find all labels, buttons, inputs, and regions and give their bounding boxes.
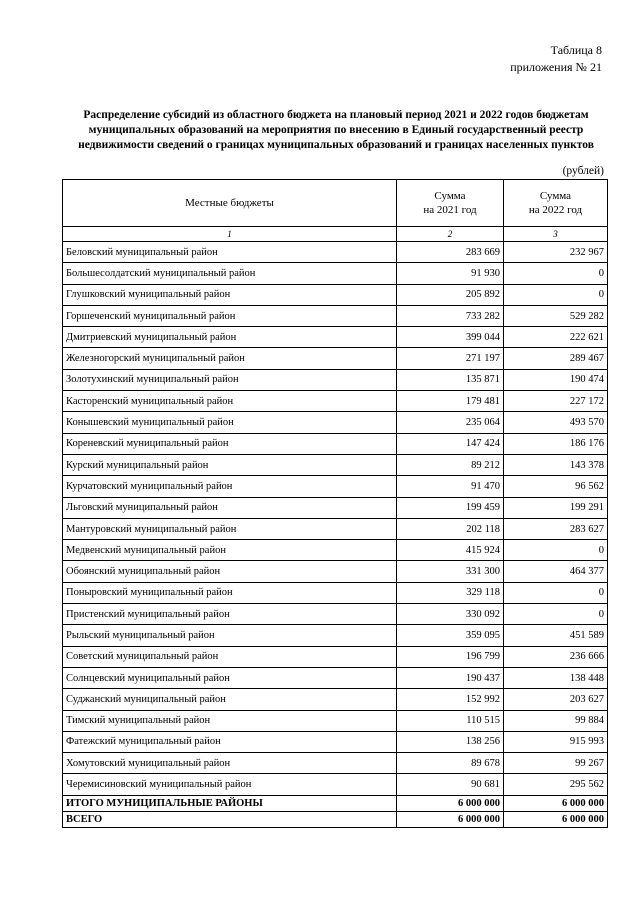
district-name-cell: Конышевский муниципальный район: [63, 412, 397, 433]
district-name-cell: Касторенский муниципальный район: [63, 391, 397, 412]
sum-2022-cell: 96 562: [504, 476, 608, 497]
sum-2022-cell: 232 967: [504, 242, 608, 263]
sum-2022-cell: 186 176: [504, 433, 608, 454]
sum-2021-cell: 399 044: [397, 327, 504, 348]
header-sum-2022: [504, 180, 608, 227]
sum-2021-cell: 138 256: [397, 731, 504, 752]
sum-2021-cell: 6 000 000: [397, 811, 504, 827]
sum-2021-cell: 147 424: [397, 433, 504, 454]
sum-2021-cell: 152 992: [397, 689, 504, 710]
table-row: [63, 454, 608, 475]
table-row: [63, 604, 608, 625]
table-row: [63, 689, 608, 710]
sum-2022-cell: 0: [504, 604, 608, 625]
sum-2021-cell: 205 892: [397, 284, 504, 305]
sum-2021-cell: 89 678: [397, 753, 504, 774]
table-number: Таблица 8: [550, 43, 602, 57]
table-row: [63, 710, 608, 731]
district-name-cell: Дмитриевский муниципальный район: [63, 327, 397, 348]
table-row: [63, 476, 608, 497]
sum-2021-cell: 359 095: [397, 625, 504, 646]
table-row: [63, 497, 608, 518]
column-number: 3: [504, 227, 608, 242]
district-name-cell: Поныровский муниципальный район: [63, 582, 397, 603]
sum-2021-cell: 283 669: [397, 242, 504, 263]
district-name-cell: Хомутовский муниципальный район: [63, 753, 397, 774]
district-name-cell: Большесолдатский муниципальный район: [63, 263, 397, 284]
sum-2022-cell: 915 993: [504, 731, 608, 752]
sum-2022-cell: 529 282: [504, 305, 608, 326]
table-body: [63, 242, 608, 796]
district-name-cell: Курский муниципальный район: [63, 454, 397, 475]
sum-2022-cell: 99 884: [504, 710, 608, 731]
table-row: [63, 433, 608, 454]
sum-2022-cell: 295 562: [504, 774, 608, 795]
header-sum-2022-line1: Сумма: [539, 190, 572, 202]
table-row: [63, 561, 608, 582]
subsidy-table: [62, 179, 608, 828]
district-name-cell: Медвенский муниципальный район: [63, 540, 397, 561]
sum-2022-cell: 138 448: [504, 667, 608, 688]
document-title: Распределение субсидий из областного бюджета на плановый период 2021 и 2022 годов бюджетам муниципальных образований на мероприятия по внесению в Единый государственный реестр недвижимости сведений о границах муниципальных образований и границах населенных пунктов: [78, 109, 594, 151]
sum-2021-cell: 199 459: [397, 497, 504, 518]
district-name-cell: Льговский муниципальный район: [63, 497, 397, 518]
district-name-cell: Глушковский муниципальный район: [63, 284, 397, 305]
sum-2022-cell: 493 570: [504, 412, 608, 433]
district-name-cell: Солнцевский муниципальный район: [63, 667, 397, 688]
sum-2021-cell: 89 212: [397, 454, 504, 475]
sum-2022-cell: 6 000 000: [504, 795, 608, 811]
column-number-row: [63, 227, 608, 242]
column-number: 1: [63, 227, 397, 242]
sum-2022-cell: 222 621: [504, 327, 608, 348]
table-row: [63, 518, 608, 539]
district-name-cell: Фатежский муниципальный район: [63, 731, 397, 752]
sum-2021-cell: 91 930: [397, 263, 504, 284]
district-name-cell: Железногорский муниципальный район: [63, 348, 397, 369]
sum-2022-cell: 6 000 000: [504, 811, 608, 827]
table-row: [63, 667, 608, 688]
sum-2022-cell: 203 627: [504, 689, 608, 710]
sum-2022-cell: 143 378: [504, 454, 608, 475]
district-name-cell: Суджанский муниципальный район: [63, 689, 397, 710]
sum-2021-cell: 271 197: [397, 348, 504, 369]
district-name-cell: Рыльский муниципальный район: [63, 625, 397, 646]
district-name-cell: ИТОГО МУНИЦИПАЛЬНЫЕ РАЙОНЫ: [63, 795, 397, 811]
sum-2022-cell: 464 377: [504, 561, 608, 582]
sum-2021-cell: 415 924: [397, 540, 504, 561]
table-row: [63, 242, 608, 263]
unit-label: (рублей): [562, 165, 604, 177]
column-number: 2: [397, 227, 504, 242]
sum-2021-cell: 6 000 000: [397, 795, 504, 811]
table-row: [63, 774, 608, 795]
district-name-cell: Мантуровский муниципальный район: [63, 518, 397, 539]
table-header-row: [63, 180, 608, 227]
sum-2021-cell: 202 118: [397, 518, 504, 539]
sum-2022-cell: 283 627: [504, 518, 608, 539]
district-name-cell: Советский муниципальный район: [63, 646, 397, 667]
district-name-cell: ВСЕГО: [63, 811, 397, 827]
sum-2021-cell: 331 300: [397, 561, 504, 582]
sum-2021-cell: 179 481: [397, 391, 504, 412]
table-row: [63, 753, 608, 774]
table-row: [63, 263, 608, 284]
table-totals: [63, 795, 608, 827]
total-row: [63, 795, 608, 811]
table-row: [63, 391, 608, 412]
header-sum-2021: [397, 180, 504, 227]
table-row: [63, 731, 608, 752]
table-row: [63, 646, 608, 667]
table-row: [63, 540, 608, 561]
total-row: [63, 811, 608, 827]
district-name-cell: Кореневский муниципальный район: [63, 433, 397, 454]
table-row: [63, 369, 608, 390]
sum-2022-cell: 451 589: [504, 625, 608, 646]
sum-2021-cell: 110 515: [397, 710, 504, 731]
header-sum-2021-line2: на 2021 год: [423, 204, 477, 216]
sum-2022-cell: 236 666: [504, 646, 608, 667]
district-name-cell: Обоянский муниципальный район: [63, 561, 397, 582]
appendix-reference: [510, 42, 602, 76]
appendix-number: приложения № 21: [510, 60, 602, 74]
sum-2022-cell: 190 474: [504, 369, 608, 390]
table-row: [63, 348, 608, 369]
sum-2022-cell: 199 291: [504, 497, 608, 518]
sum-2021-cell: 90 681: [397, 774, 504, 795]
sum-2021-cell: 235 064: [397, 412, 504, 433]
table-row: [63, 582, 608, 603]
sum-2022-cell: 0: [504, 582, 608, 603]
table-row: [63, 327, 608, 348]
sum-2022-cell: 99 267: [504, 753, 608, 774]
sum-2021-cell: 196 799: [397, 646, 504, 667]
sum-2022-cell: 0: [504, 263, 608, 284]
sum-2021-cell: 733 282: [397, 305, 504, 326]
table-row: [63, 625, 608, 646]
district-name-cell: Тимский муниципальный район: [63, 710, 397, 731]
table-row: [63, 412, 608, 433]
header-local-budgets: Местные бюджеты: [63, 180, 397, 227]
table-row: [63, 284, 608, 305]
sum-2022-cell: 0: [504, 284, 608, 305]
table-row: [63, 305, 608, 326]
district-name-cell: Черемисиновский муниципальный район: [63, 774, 397, 795]
sum-2022-cell: 289 467: [504, 348, 608, 369]
sum-2021-cell: 135 871: [397, 369, 504, 390]
sum-2022-cell: 227 172: [504, 391, 608, 412]
sum-2021-cell: 91 470: [397, 476, 504, 497]
district-name-cell: Беловский муниципальный район: [63, 242, 397, 263]
district-name-cell: Пристенский муниципальный район: [63, 604, 397, 625]
sum-2021-cell: 190 437: [397, 667, 504, 688]
district-name-cell: Горшеченский муниципальный район: [63, 305, 397, 326]
district-name-cell: Курчатовский муниципальный район: [63, 476, 397, 497]
district-name-cell: Золотухинский муниципальный район: [63, 369, 397, 390]
header-sum-2022-line2: на 2022 год: [528, 204, 583, 216]
sum-2021-cell: 329 118: [397, 582, 504, 603]
sum-2021-cell: 330 092: [397, 604, 504, 625]
sum-2022-cell: 0: [504, 540, 608, 561]
header-sum-2021-line1: Сумма: [434, 190, 466, 202]
